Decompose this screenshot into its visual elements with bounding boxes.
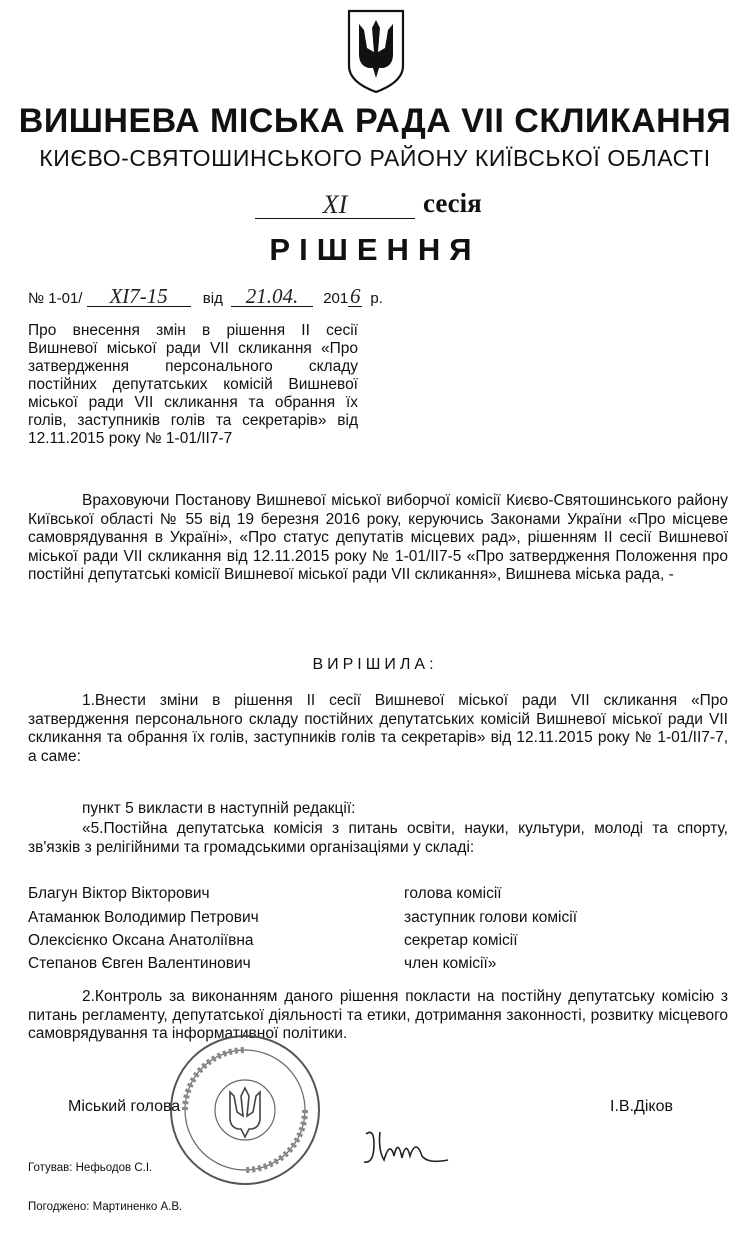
item-1-commission: «5.Постійна депутатська комісія з питань освіти, науки, культури, молоді та спорту, зв'язків з релігійними та громадськими організаціями у складі:	[28, 820, 728, 856]
year-digit: 6	[349, 284, 361, 308]
item-1-point: пункт 5 викласти в наступній редакції:	[82, 800, 356, 817]
year-prefix: 201	[323, 290, 349, 307]
member-name: Олексієнко Оксана Анатоліївна	[28, 932, 254, 949]
session-word: сесія	[423, 188, 482, 218]
agreed-by: Погоджено: Мартиненко А.В.	[28, 1201, 183, 1213]
member-role: голова комісії	[404, 885, 502, 902]
member-role: заступник голови комісії	[404, 909, 578, 926]
mayor-position: Міський голова	[68, 1098, 181, 1115]
session-number: XI	[322, 190, 348, 219]
member-name: Степанов Євген Валентинович	[28, 955, 251, 972]
item-1-paragraph: 1.Внести зміни в рішення ІІ сесії Вишневої міської ради VII скликання «Про затвердження персонального складу постійних депутатських комісій Вишневої міської ради VII скликання та обрання їх голів, заступників голів та секретарів» від 12.11.2015 року № 1-01/ІІ7-7, а саме:	[28, 692, 728, 765]
session-line	[255, 190, 515, 224]
session-underline	[255, 218, 415, 219]
preamble-paragraph: Враховуючи Постанову Вишневої міської виборчої комісії Києво-Святошинського району Київської області № 55 від 19 березня 2016 року, керуючись Законами України «Про місцеве самоврядування в Україні», «Про статус депутатів місцевих рад», рішенням ІІ сесії Вишневої міської ради VII скликання від 12.11.2015 року № 1-01/ІІ7-5 «Про затвердження Положення про постійні депутатські комісії Вишневої міської ради VII скликання», Вишнева міська рада, -	[28, 492, 728, 583]
member-name: Благун Віктор Вікторович	[28, 885, 210, 902]
member-role: член комісії»	[404, 955, 497, 972]
decision-date: 21.04.	[231, 286, 313, 307]
item-2-paragraph: 2.Контроль за виконанням даного рішення покласти на постійну депутатську комісію з питань регламенту, депутатської діяльності та етики, дотримання законності, розвитку місцевого самоврядування та інформативної політики.	[28, 988, 728, 1042]
decision-title: РІШЕННЯ	[269, 232, 481, 267]
official-stamp-icon	[165, 1030, 325, 1190]
mayor-name: І.В.Діков	[610, 1098, 673, 1115]
decided-heading: ВИРІШИЛА:	[312, 656, 438, 673]
prepared-by: Готував: Нефьодов С.І.	[28, 1162, 153, 1174]
from-label: від	[202, 290, 223, 307]
member-role: секретар комісії	[404, 932, 518, 949]
council-name: ВИШНЕВА МІСЬКА РАДА VII СКЛИКАННЯ	[18, 102, 732, 140]
signature-icon	[356, 1120, 456, 1170]
decision-subject: Про внесення змін в рішення ІІ сесії Вишневої міської ради VII скликання «Про затвердження персонального складу постійних депутатських комісій Вишневої міської ради VII скликання та обрання їх голів, заступників голів та секретарів» від 12.11.2015 року № 1-01/ІІ7-7	[28, 322, 358, 447]
district-name: КИЄВО-СВЯТОШИНСЬКОГО РАЙОНУ КИЇВСЬКОЇ ОБЛАСТІ	[39, 145, 711, 171]
member-name: Атаманюк Володимир Петрович	[28, 909, 259, 926]
decision-number: XI7-15	[87, 286, 191, 307]
trident-emblem-icon	[345, 8, 407, 94]
number-prefix: № 1-01/	[28, 290, 83, 307]
decision-number-line	[28, 286, 383, 308]
year-suffix: р.	[370, 290, 383, 307]
